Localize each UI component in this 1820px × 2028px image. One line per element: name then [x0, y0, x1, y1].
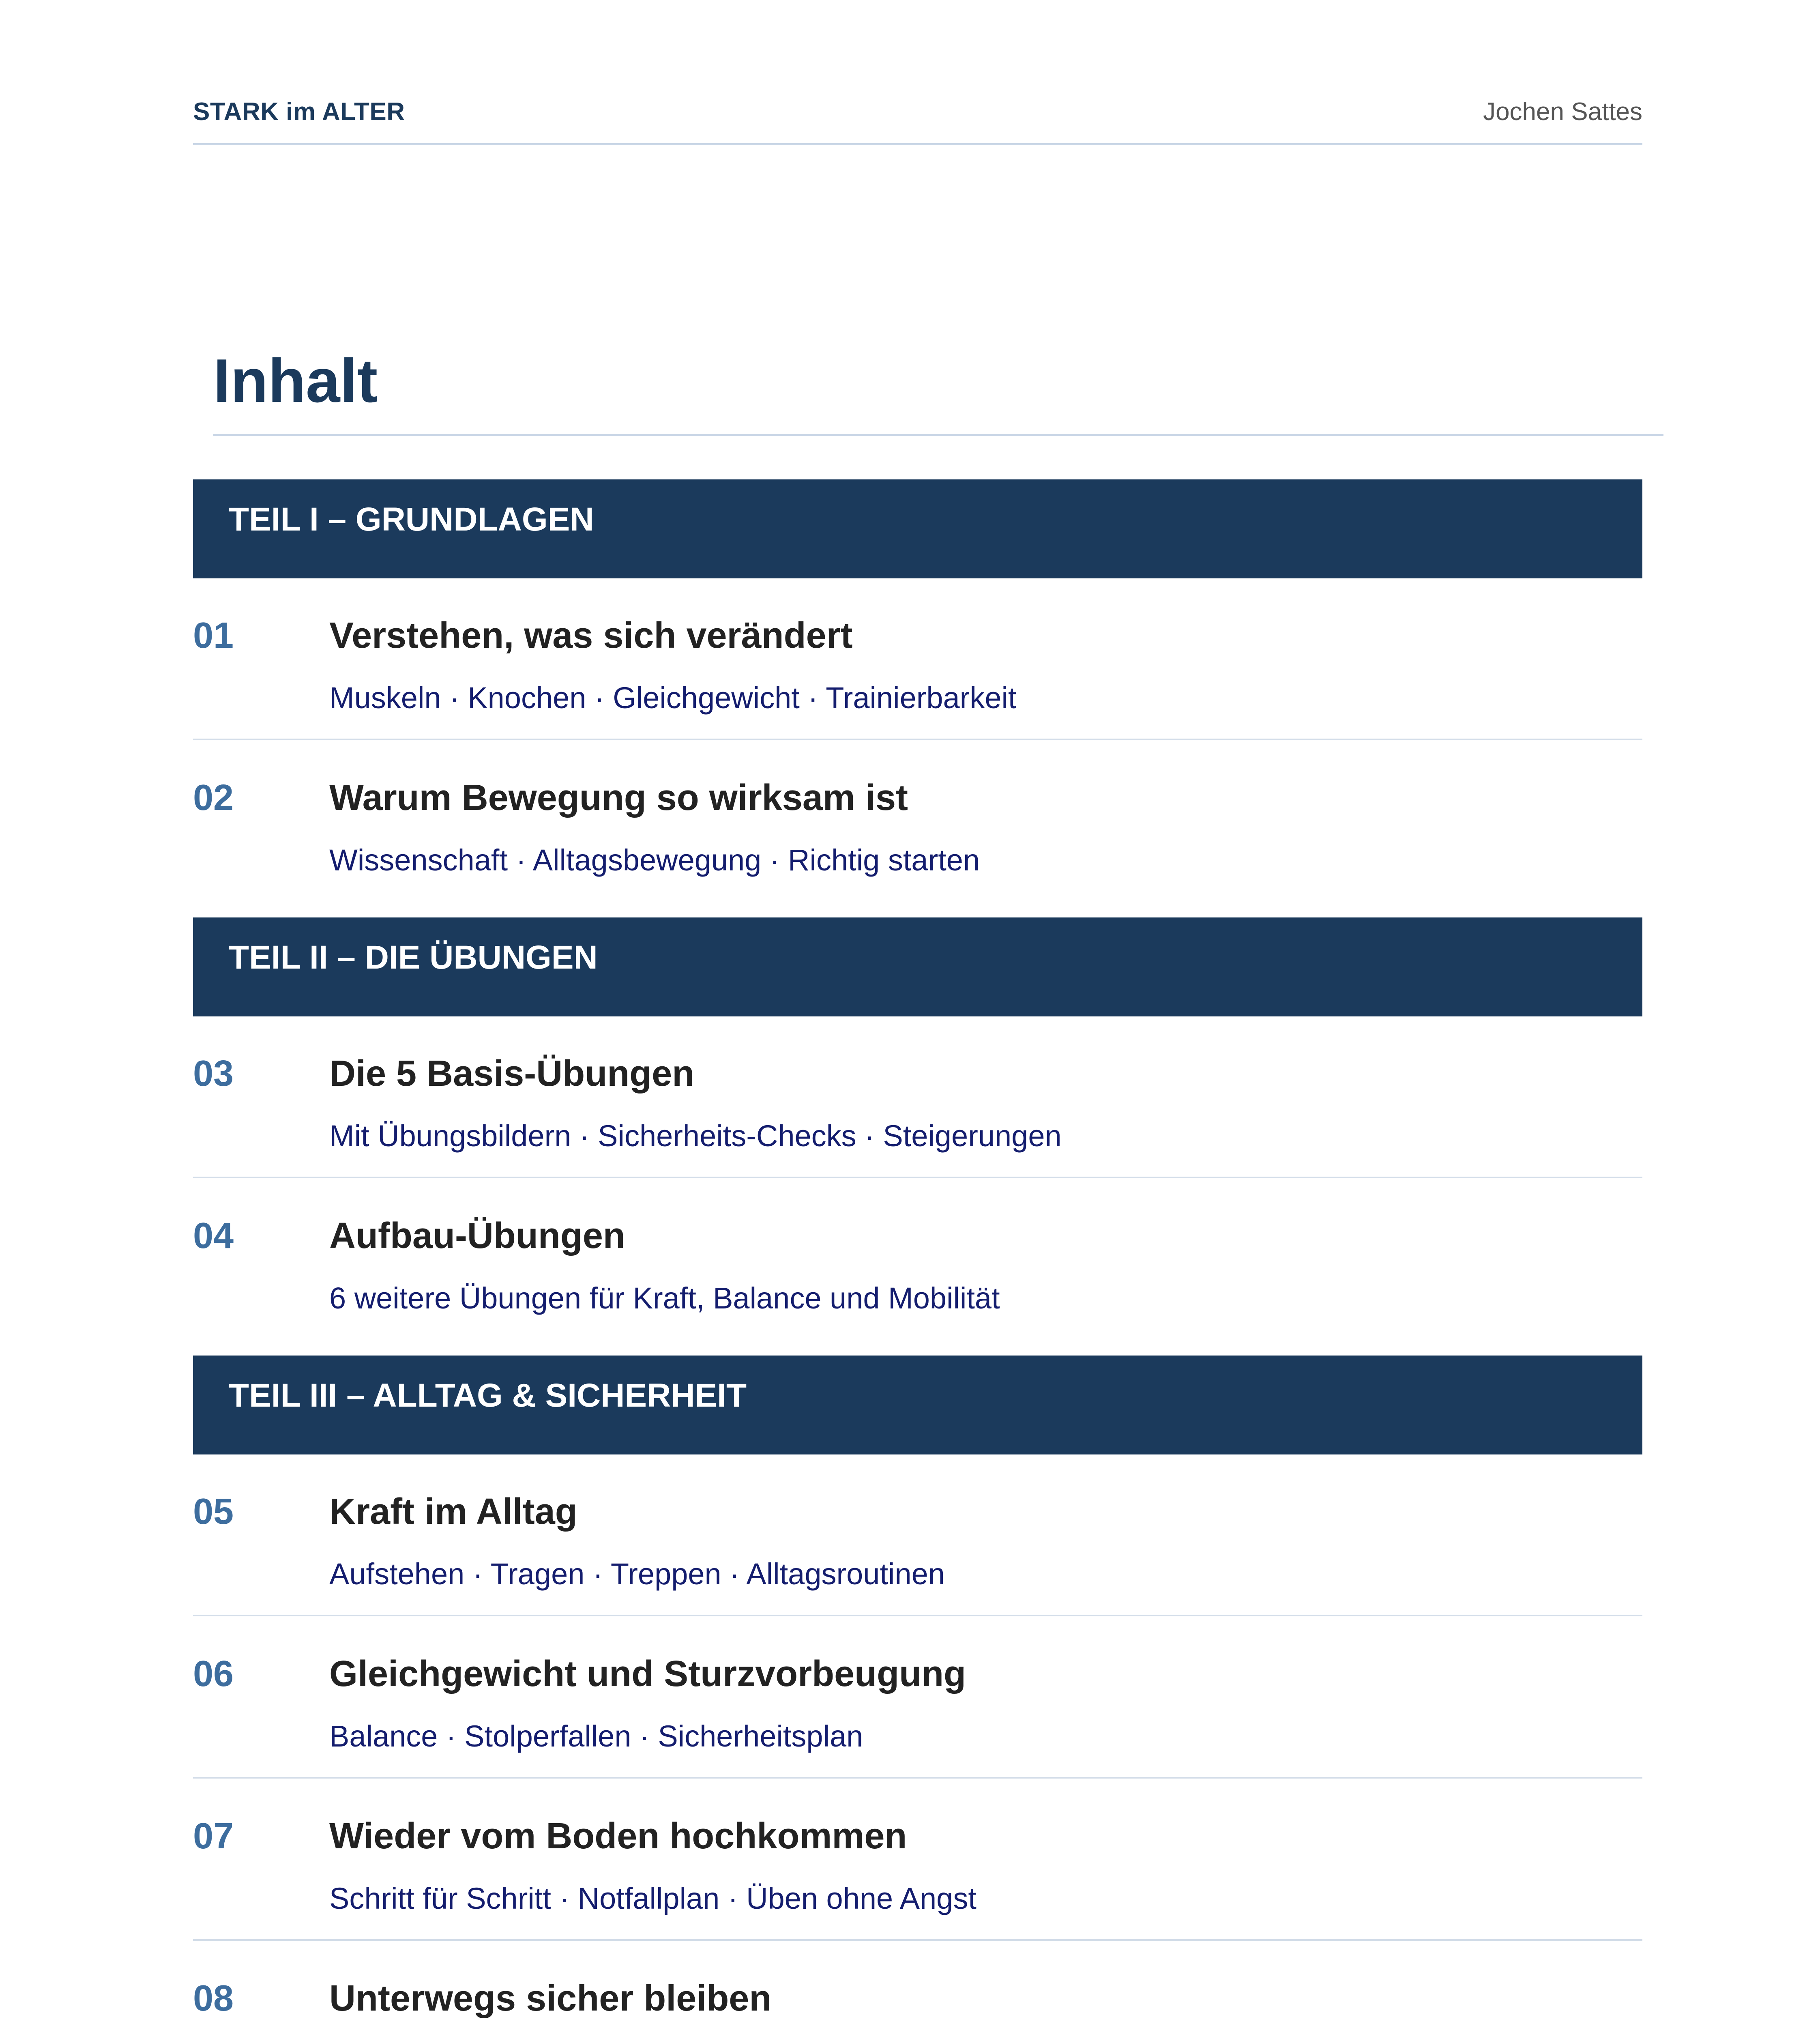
chapter-number: 05	[193, 1491, 234, 1532]
chapter-number: 06	[193, 1654, 234, 1694]
chapter-topics: Mit Übungsbildern · Sicherheits-Checks · Steigerungen	[329, 1119, 1062, 1153]
toc-entry-01[interactable]	[193, 578, 1642, 740]
chapter-title: Verstehen, was sich verändert	[329, 615, 853, 656]
toc-entry-02[interactable]	[193, 741, 1642, 901]
chapter-title: Warum Bewegung so wirksam ist	[329, 778, 908, 818]
author-name: Jochen Sattes	[1483, 98, 1642, 126]
chapter-topics: Schritt für Schritt · Notfallplan · Üben ohne Angst	[329, 1882, 977, 1915]
part-heading-2	[193, 917, 1642, 1016]
toc-entry-07[interactable]	[193, 1779, 1642, 1941]
chapter-number: 03	[193, 1053, 234, 1094]
chapter-title: Wieder vom Boden hochkommen	[329, 1816, 907, 1856]
part-label: TEIL III – ALLTAG & SICHERHEIT	[229, 1377, 747, 1414]
chapter-title: Die 5 Basis-Übungen	[329, 1053, 695, 1094]
chapter-number: 02	[193, 778, 234, 818]
title-divider	[213, 434, 1663, 436]
chapter-title: Aufbau-Übungen	[329, 1216, 625, 1256]
chapter-number: 04	[193, 1216, 234, 1256]
toc-entry-03[interactable]	[193, 1016, 1642, 1178]
chapter-topics: Muskeln · Knochen · Gleichgewicht · Trainierbarkeit	[329, 681, 1017, 715]
chapter-title: Unterwegs sicher bleiben	[329, 1978, 772, 2019]
book-title: STARK im ALTER	[193, 98, 405, 126]
toc-entry-08[interactable]	[193, 1941, 1642, 2028]
toc-entry-05[interactable]	[193, 1454, 1642, 1616]
running-header	[193, 94, 1642, 145]
page-title: Inhalt	[213, 346, 378, 415]
part-label: TEIL II – DIE ÜBUNGEN	[229, 939, 598, 976]
chapter-title: Gleichgewicht und Sturzvorbeugung	[329, 1654, 966, 1694]
chapter-number: 07	[193, 1816, 234, 1856]
toc-entry-06[interactable]	[193, 1617, 1642, 1779]
part-label: TEIL I – GRUNDLAGEN	[229, 501, 594, 538]
chapter-topics: Wissenschaft · Alltagsbewegung · Richtig starten	[329, 843, 980, 877]
part-heading-1	[193, 479, 1642, 578]
chapter-topics: Balance · Stolperfallen · Sicherheitsplan	[329, 1719, 863, 1753]
chapter-topics: 6 weitere Übungen für Kraft, Balance und Mobilität	[329, 1281, 1000, 1315]
chapter-topics: Aufstehen · Tragen · Treppen · Alltagsroutinen	[329, 1557, 945, 1591]
chapter-title: Kraft im Alltag	[329, 1491, 577, 1532]
toc-entry-04[interactable]	[193, 1179, 1642, 1339]
chapter-number: 01	[193, 615, 234, 656]
part-heading-3	[193, 1356, 1642, 1454]
chapter-number: 08	[193, 1978, 234, 2019]
